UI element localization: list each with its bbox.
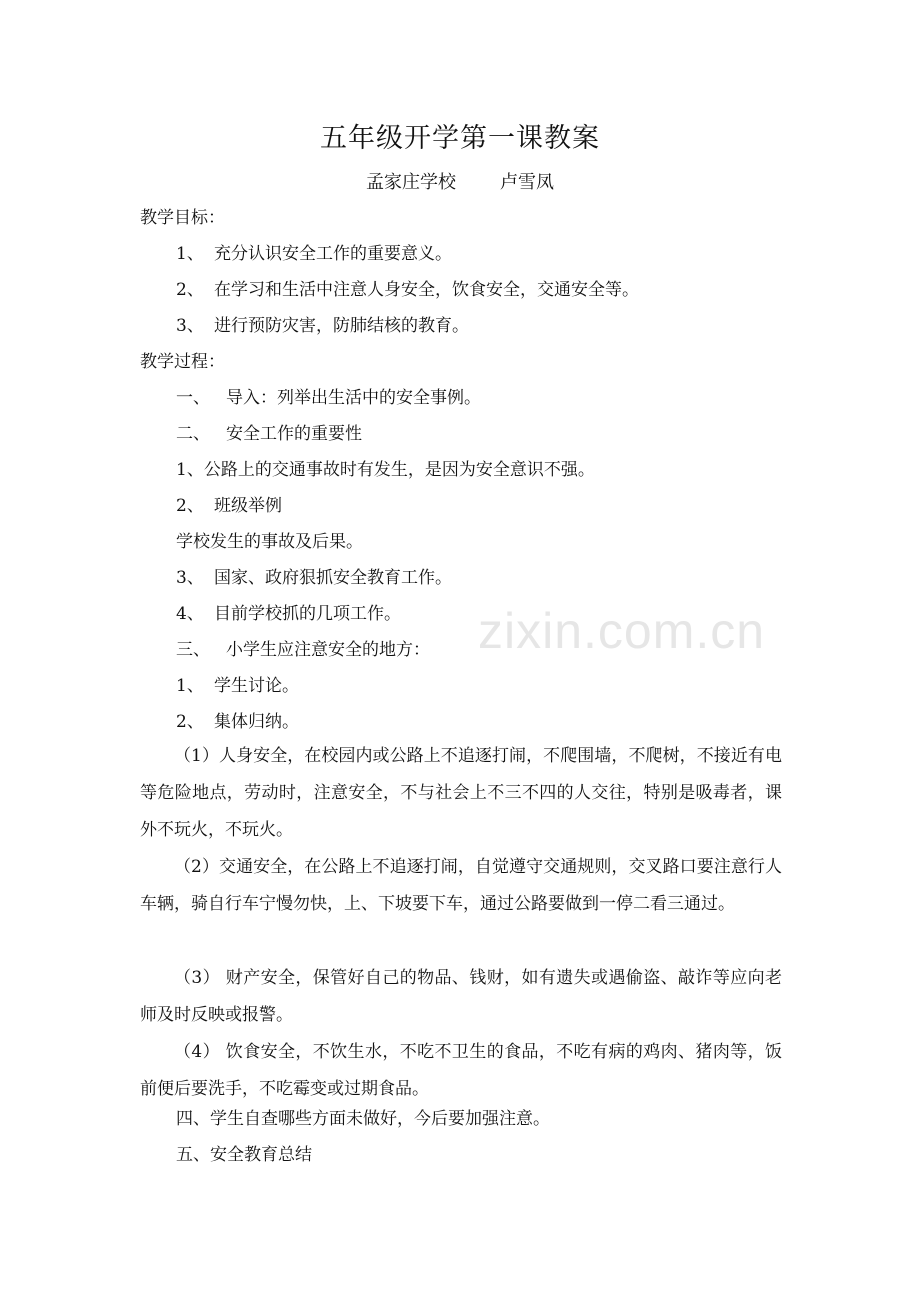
section-number: 二、 xyxy=(176,424,210,444)
goal-item xyxy=(176,278,639,302)
list-item xyxy=(176,494,282,518)
list-item xyxy=(176,566,452,590)
goal-text: 在学习和生活中注意人身安全，饮食安全，交通安全等。 xyxy=(214,280,639,300)
list-item: 1、公路上的交通事故时有发生，是因为安全意识不强。 xyxy=(176,460,595,480)
document-title: 五年级开学第一课教案 xyxy=(320,123,600,154)
goal-number: 1、 xyxy=(176,244,204,264)
item-number: 1、 xyxy=(176,676,204,696)
section-text: 安全工作的重要性 xyxy=(226,424,362,444)
document-subtitle xyxy=(0,168,920,194)
safety-paragraph-personal: （1）人身安全，在校园内或公路上不追逐打闹，不爬围墙，不爬树，不接近有电等危险地点，劳动时，注意安全，不与社会上不三不四的人交往，特别是吸毒者，课外不玩火，不玩火。 xyxy=(140,746,782,840)
section-four: 四、学生自查哪些方面未做好，今后要加强注意。 xyxy=(176,1109,550,1129)
author-name: 卢雪凤 xyxy=(500,172,554,193)
section-text: 小学生应注意安全的地方： xyxy=(226,640,430,660)
section-number: 三、 xyxy=(176,640,210,660)
section-three xyxy=(176,638,430,662)
item-text: 目前学校抓的几项工作。 xyxy=(214,604,401,624)
safety-paragraph-traffic: （2）交通安全，在公路上不追逐打闹，自觉遵守交通规则，交叉路口要注意行人车辆，骑自行车宁慢勿快，上、下坡要下车，通过公路要做到一停二看三通过。 xyxy=(140,857,782,914)
goal-item xyxy=(176,242,452,266)
list-item xyxy=(176,674,299,698)
item-text: 国家、政府狠抓安全教育工作。 xyxy=(214,568,452,588)
section-text: 导入：列举出生活中的安全事例。 xyxy=(226,388,481,408)
section-five: 五、安全教育总结 xyxy=(176,1145,312,1165)
school-name: 孟家庄学校 xyxy=(366,172,456,193)
goals-heading: 教学目标： xyxy=(140,208,225,228)
list-item xyxy=(176,710,299,734)
section-two xyxy=(176,422,362,446)
goal-number: 2、 xyxy=(176,280,204,300)
section-number: 一、 xyxy=(176,388,210,408)
list-item: 学校发生的事故及后果。 xyxy=(176,532,363,552)
item-number: 2、 xyxy=(176,496,204,516)
list-item xyxy=(176,602,401,626)
goal-text: 进行预防灾害，防肺结核的教育。 xyxy=(214,316,469,336)
item-text: 学生讨论。 xyxy=(214,676,299,696)
safety-paragraph-property: （3） 财产安全，保管好自己的物品、钱财，如有遗失或遇偷盗、敲诈等应向老师及时反映或报警。 xyxy=(140,968,782,1025)
process-heading: 教学过程： xyxy=(140,352,225,372)
item-text: 集体归纳。 xyxy=(214,712,299,732)
goal-item xyxy=(176,314,469,338)
safety-paragraph-food: （4） 饮食安全，不饮生水，不吃不卫生的食品，不吃有病的鸡肉、猪肉等，饭前便后要洗手，不吃霉变或过期食品。 xyxy=(140,1042,782,1099)
section-one xyxy=(176,386,481,410)
item-number: 3、 xyxy=(176,568,204,588)
item-text: 班级举例 xyxy=(214,496,282,516)
item-number: 4、 xyxy=(176,604,204,624)
item-number: 2、 xyxy=(176,712,204,732)
goal-number: 3、 xyxy=(176,316,204,336)
watermark: zixin.com.cn xyxy=(478,603,766,659)
goal-text: 充分认识安全工作的重要意义。 xyxy=(214,244,452,264)
